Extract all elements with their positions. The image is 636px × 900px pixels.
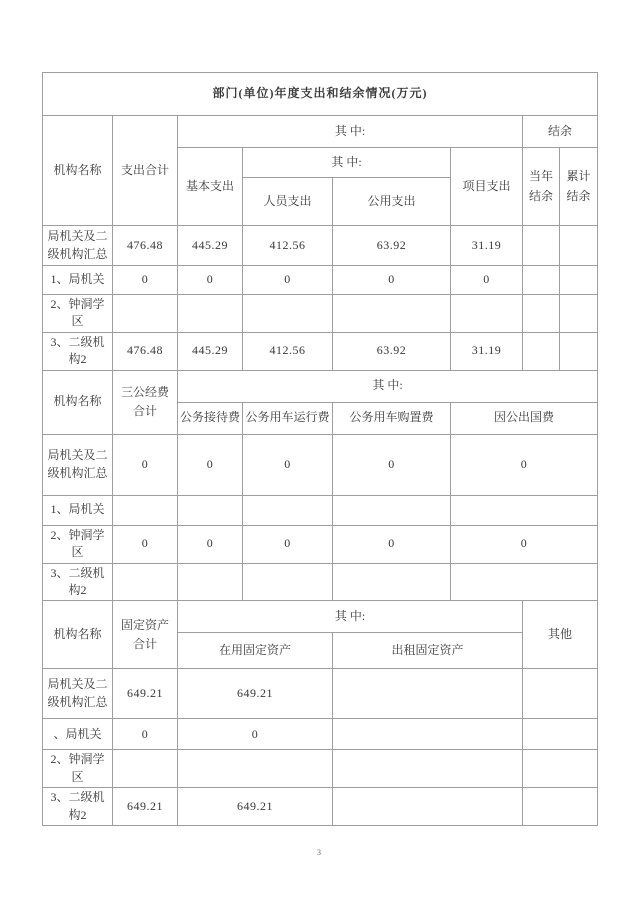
table-row: [43, 495, 598, 525]
table-cell: 0: [243, 266, 333, 295]
table-cell: [243, 495, 333, 525]
table-cell: 0: [178, 434, 243, 495]
s2-header-vehicle-purchase-fee: 公务用车购置费: [333, 402, 451, 434]
table-cell: [333, 750, 523, 788]
table-cell: 649.21: [113, 788, 178, 826]
fixed-assets-total-line2: 合计: [132, 636, 157, 651]
page-number: 3: [317, 848, 321, 857]
s1-header-balance: 结余: [523, 116, 598, 148]
table-cell: [523, 750, 598, 788]
s1-header-personnel-expenditure: 人员支出: [243, 178, 333, 226]
table-row: [43, 719, 598, 750]
table-cell: [523, 669, 598, 719]
table-row: [43, 295, 598, 333]
row-label: 2、钟洞学区: [43, 750, 113, 788]
s3-header-row-1: [43, 601, 598, 633]
cumulative-balance-line1: 累计: [566, 169, 591, 184]
table-cell: 63.92: [333, 332, 451, 370]
table-row: [43, 788, 598, 826]
row-label: 2、钟洞学区: [43, 525, 113, 563]
sangong-total-line2: 合计: [132, 404, 157, 419]
table-cell: 31.19: [451, 226, 523, 266]
sangong-total-line1: 三公经费: [120, 384, 169, 399]
row-label: 2、钟洞学区: [43, 295, 113, 333]
table-cell: [333, 563, 451, 601]
table-cell: 445.29: [178, 226, 243, 266]
s2-header-org-name: 机构名称: [43, 370, 113, 434]
cumulative-balance-line2: 结余: [566, 188, 591, 203]
row-label: 、局机关: [43, 719, 113, 750]
s1-header-expenditure-total: 支出合计: [113, 116, 178, 226]
s1-header-current-balance: [523, 148, 560, 226]
s3-header-in-use-assets: 在用固定资产: [178, 633, 333, 669]
table-cell: 649.21: [178, 669, 333, 719]
table-cell: 0: [451, 266, 523, 295]
table-cell: 31.19: [451, 332, 523, 370]
table-cell: 0: [333, 525, 451, 563]
table-cell: [560, 226, 598, 266]
s3-header-fixed-assets-total: [113, 601, 178, 669]
s2-header-abroad-fee: 因公出国费: [451, 402, 598, 434]
s3-header-among: 其 中:: [178, 601, 523, 633]
table-cell: [178, 750, 333, 788]
table-row: [43, 226, 598, 266]
s1-header-org-name: 机构名称: [43, 116, 113, 226]
table-cell: [523, 332, 560, 370]
table-cell: [451, 563, 598, 601]
s1-header-among-inner: 其 中:: [243, 148, 451, 178]
table-cell: [560, 295, 598, 333]
table-cell: [523, 295, 560, 333]
table-title-row: [43, 73, 598, 116]
table-cell: [333, 295, 451, 333]
table-cell: [243, 295, 333, 333]
row-label: 局机关及二级机构汇总: [43, 434, 113, 495]
row-label: 3、二级机构2: [43, 563, 113, 601]
row-label: 3、二级机构2: [43, 332, 113, 370]
table-cell: [333, 719, 523, 750]
table-cell: 412.56: [243, 332, 333, 370]
expenditure-table: [42, 72, 598, 826]
s3-header-other: 其他: [523, 601, 598, 669]
row-label: 局机关及二级机构汇总: [43, 669, 113, 719]
table-cell: 0: [113, 719, 178, 750]
table-cell: 0: [178, 266, 243, 295]
table-cell: 0: [178, 719, 333, 750]
table-cell: [113, 563, 178, 601]
s1-header-basic-expenditure: 基本支出: [178, 148, 243, 226]
current-balance-line2: 结余: [528, 188, 553, 203]
table-cell: 63.92: [333, 226, 451, 266]
table-cell: 0: [451, 525, 598, 563]
table-cell: 0: [451, 434, 598, 495]
table-cell: 412.56: [243, 226, 333, 266]
row-label: 1、局机关: [43, 495, 113, 525]
table-cell: 0: [243, 434, 333, 495]
table-cell: [113, 495, 178, 525]
table-cell: [523, 266, 560, 295]
s1-header-cumulative-balance: [560, 148, 598, 226]
table-row: [43, 525, 598, 563]
table-cell: [113, 750, 178, 788]
s1-header-public-expenditure: 公用支出: [333, 178, 451, 226]
table-cell: 445.29: [178, 332, 243, 370]
table-cell: [113, 295, 178, 333]
s1-header-row-1: [43, 116, 598, 148]
s3-header-org-name: 机构名称: [43, 601, 113, 669]
table-title: 部门(单位)年度支出和结余情况(万元): [43, 73, 598, 116]
s1-header-project-expenditure: 项目支出: [451, 148, 523, 226]
table-cell: [523, 226, 560, 266]
table-row: [43, 434, 598, 495]
table-row: [43, 669, 598, 719]
table-cell: [178, 495, 243, 525]
table-cell: 0: [333, 266, 451, 295]
table-cell: [560, 332, 598, 370]
table-row: [43, 332, 598, 370]
table-cell: 476.48: [113, 226, 178, 266]
table-cell: [178, 295, 243, 333]
table-cell: [560, 266, 598, 295]
table-cell: 0: [178, 525, 243, 563]
row-label: 局机关及二级机构汇总: [43, 226, 113, 266]
s2-header-reception-fee: 公务接待费: [178, 402, 243, 434]
table-cell: 0: [113, 266, 178, 295]
table-cell: [333, 495, 451, 525]
table-cell: [451, 495, 598, 525]
s2-header-among: 其 中:: [178, 370, 598, 402]
table-cell: [523, 788, 598, 826]
table-cell: 649.21: [178, 788, 333, 826]
table-row: [43, 266, 598, 295]
s2-header-vehicle-operation-fee: 公务用车运行费: [243, 402, 333, 434]
table-cell: [451, 295, 523, 333]
table-row: [43, 563, 598, 601]
table-cell: [178, 563, 243, 601]
table-cell: [523, 719, 598, 750]
s3-header-rented-assets: 出租固定资产: [333, 633, 523, 669]
fixed-assets-total-line1: 固定资产: [120, 617, 169, 632]
table-cell: 476.48: [113, 332, 178, 370]
table-cell: 0: [113, 525, 178, 563]
table-cell: [333, 788, 523, 826]
table-cell: 0: [243, 525, 333, 563]
table-cell: [243, 563, 333, 601]
table-cell: 0: [113, 434, 178, 495]
table-cell: [333, 669, 523, 719]
row-label: 1、局机关: [43, 266, 113, 295]
s2-header-sangong-total: [113, 370, 178, 434]
current-balance-line1: 当年: [528, 169, 553, 184]
table-cell: 0: [333, 434, 451, 495]
row-label: 3、二级机构2: [43, 788, 113, 826]
table-row: [43, 750, 598, 788]
s1-header-among: 其 中:: [178, 116, 523, 148]
table-cell: 649.21: [113, 669, 178, 719]
s2-header-row-1: [43, 370, 598, 402]
